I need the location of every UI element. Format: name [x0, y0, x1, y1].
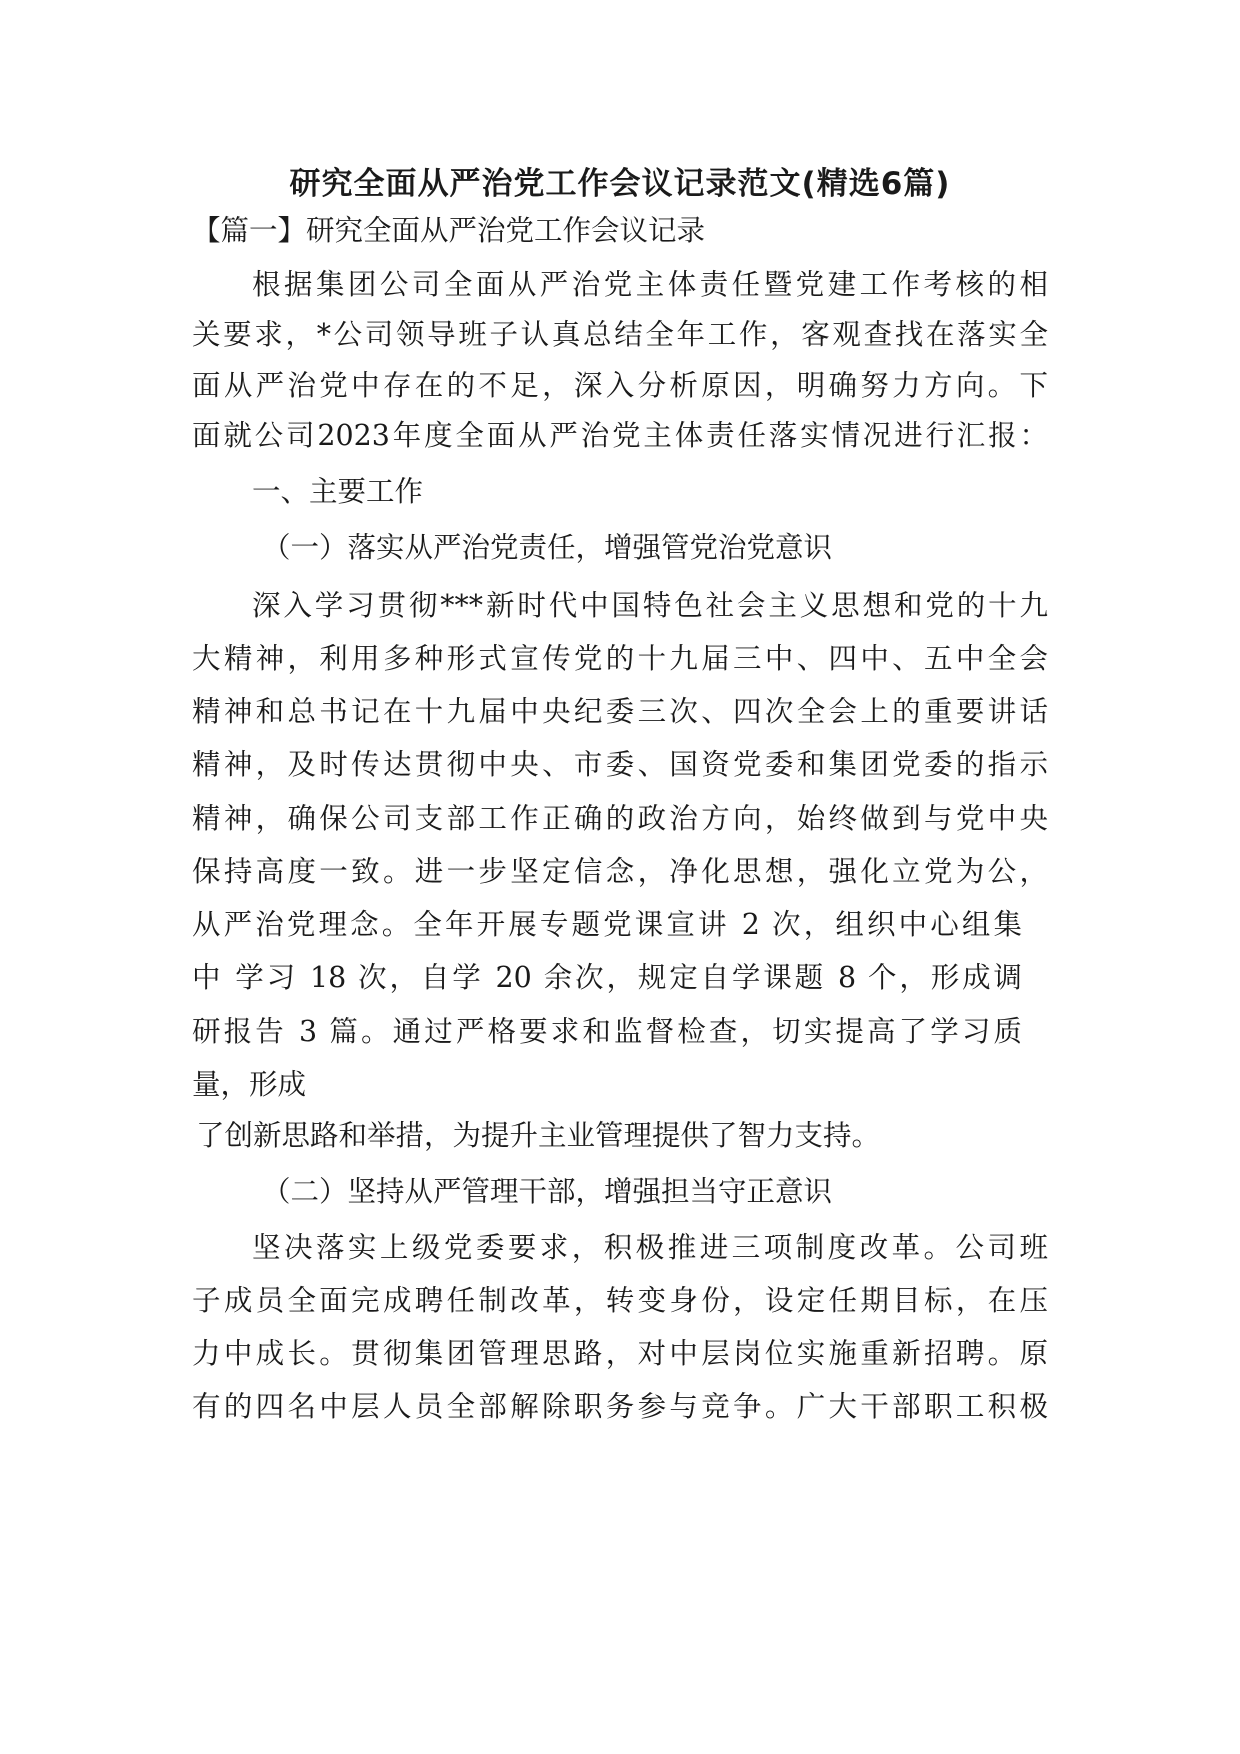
- paragraph-line: 子成员全面完成聘任制改革，转变身份，设定任期目标，在压: [192, 1284, 1048, 1317]
- paragraph-line: 研报告 3 篇。通过严格要求和监督检查，切实提高了学习质: [192, 1015, 1022, 1048]
- paragraph-line: 有的四名中层人员全部解除职务参与竞争。广大干部职工积极: [192, 1390, 1048, 1423]
- paragraph-line: 关要求，*公司领导班子认真总结全年工作，客观查找在落实全: [192, 318, 1048, 351]
- paragraph-line: 保持高度一致。进一步坚定信念，净化思想，强化立党为公，: [192, 855, 1048, 888]
- section-heading: 【篇一】研究全面从严治党工作会议记录: [192, 214, 706, 247]
- heading-main-work: 一、主要工作: [252, 475, 424, 508]
- paragraph-line: 根据集团公司全面从严治党主体责任暨党建工作考核的相: [252, 268, 1048, 301]
- paragraph-line: 力中成长。贯彻集团管理思路，对中层岗位实施重新招聘。原: [192, 1337, 1048, 1370]
- paragraph-line: 精神，及时传达贯彻中央、市委、国资党委和集团党委的指示: [192, 748, 1048, 781]
- paragraph-line: 面就公司2023年度全面从严治党主体责任落实情况进行汇报：: [192, 419, 1048, 452]
- paragraph-line: 量，形成: [192, 1068, 307, 1101]
- paragraph-line: 大精神，利用多种形式宣传党的十九届三中、四中、五中全会: [192, 642, 1048, 675]
- paragraph-line: 了创新思路和举措，为提升主业管理提供了智力支持。: [196, 1119, 881, 1152]
- paragraph-line: 中 学习 18 次，自学 20 余次，规定自学课题 8 个，形成调: [192, 961, 1022, 994]
- paragraph-line: 深入学习贯彻***新时代中国特色社会主义思想和党的十九: [252, 589, 1048, 622]
- paragraph-line: 面从严治党中存在的不足，深入分析原因，明确努力方向。下: [192, 369, 1048, 402]
- paragraph-line: 精神和总书记在十九届中央纪委三次、四次全会上的重要讲话: [192, 695, 1048, 728]
- subheading-1: （一）落实从严治党责任，增强管党治党意识: [262, 531, 833, 564]
- paragraph-line: 精神，确保公司支部工作正确的政治方向，始终做到与党中央: [192, 802, 1048, 835]
- subheading-2: （二）坚持从严管理干部，增强担当守正意识: [262, 1175, 833, 1208]
- paragraph-line: 从严治党理念。全年开展专题党课宣讲 2 次，组织中心组集: [192, 908, 1022, 941]
- paragraph-line: 坚决落实上级党委要求，积极推进三项制度改革。公司班: [252, 1231, 1048, 1264]
- document-title: 研究全面从严治党工作会议记录范文(精选6篇): [289, 166, 951, 202]
